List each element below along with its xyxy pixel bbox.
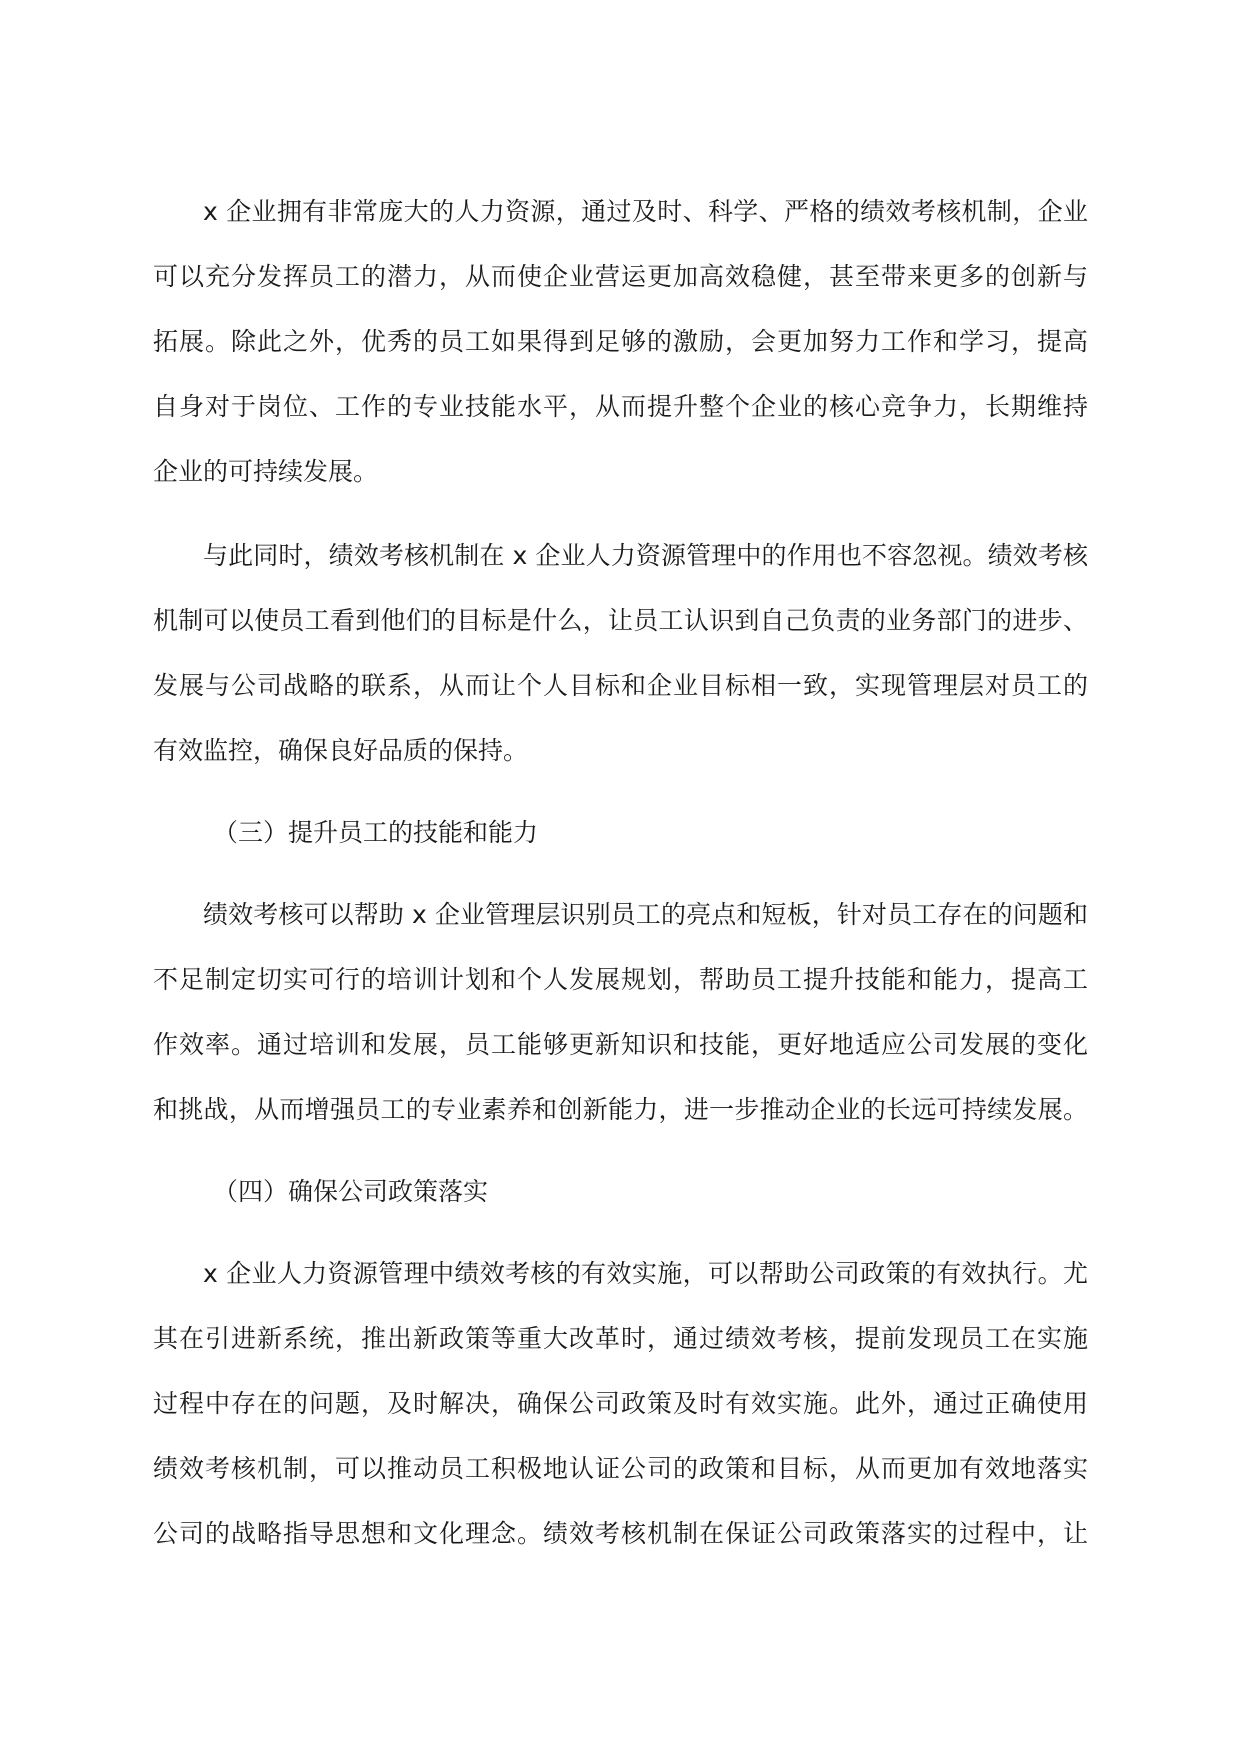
paragraph-4-line-3: 过程中存在的问题，及时解决，确保公司政策及时有效实施。此外，通过正确使用 <box>153 1389 1088 1418</box>
paragraph-1-line-2: 可以充分发挥员工的潜力，从而使企业营运更加高效稳健，甚至带来更多的创新与 <box>153 262 1088 291</box>
paragraph-2-line-3: 发展与公司战略的联系，从而让个人目标和企业目标相一致，实现管理层对员工的 <box>153 671 1088 700</box>
paragraph-1-line-1: x 企业拥有非常庞大的人力资源，通过及时、科学、严格的绩效考核机制，企业 <box>203 197 1088 226</box>
paragraph-1-line-5: 企业的可持续发展。 <box>153 457 379 486</box>
paragraph-4-line-2: 其在引进新系统，推出新政策等重大改革时，通过绩效考核，提前发现员工在实施 <box>153 1324 1088 1353</box>
section-heading-3: （三）提升员工的技能和能力 <box>213 818 539 847</box>
paragraph-2-line-4: 有效监控，确保良好品质的保持。 <box>153 736 529 765</box>
paragraph-2-line-1: 与此同时，绩效考核机制在 x 企业人力资源管理中的作用也不容忽视。绩效考核 <box>203 541 1088 570</box>
paragraph-3-line-2: 不足制定切实可行的培训计划和个人发展规划，帮助员工提升技能和能力，提高工 <box>153 965 1088 994</box>
paragraph-4-line-1: x 企业人力资源管理中绩效考核的有效实施，可以帮助公司政策的有效执行。尤 <box>203 1259 1088 1288</box>
paragraph-4-line-5: 公司的战略指导思想和文化理念。绩效考核机制在保证公司政策落实的过程中，让 <box>153 1519 1088 1548</box>
paragraph-1-line-3: 拓展。除此之外，优秀的员工如果得到足够的激励，会更加努力工作和学习，提高 <box>153 327 1088 356</box>
paragraph-3-line-1: 绩效考核可以帮助 x 企业管理层识别员工的亮点和短板，针对员工存在的问题和 <box>203 900 1088 929</box>
paragraph-2-line-2: 机制可以使员工看到他们的目标是什么，让员工认识到自己负责的业务部门的进步、 <box>153 606 1088 635</box>
paragraph-1-line-4: 自身对于岗位、工作的专业技能水平，从而提升整个企业的核心竞争力，长期维持 <box>153 392 1088 421</box>
paragraph-4-line-4: 绩效考核机制，可以推动员工积极地认证公司的政策和目标，从而更加有效地落实 <box>153 1454 1088 1483</box>
section-heading-4: （四）确保公司政策落实 <box>213 1177 489 1206</box>
paragraph-3-line-3: 作效率。通过培训和发展，员工能够更新知识和技能，更好地适应公司发展的变化 <box>153 1030 1088 1059</box>
paragraph-3-line-4: 和挑战，从而增强员工的专业素养和创新能力，进一步推动企业的长远可持续发展。 <box>153 1095 1088 1124</box>
